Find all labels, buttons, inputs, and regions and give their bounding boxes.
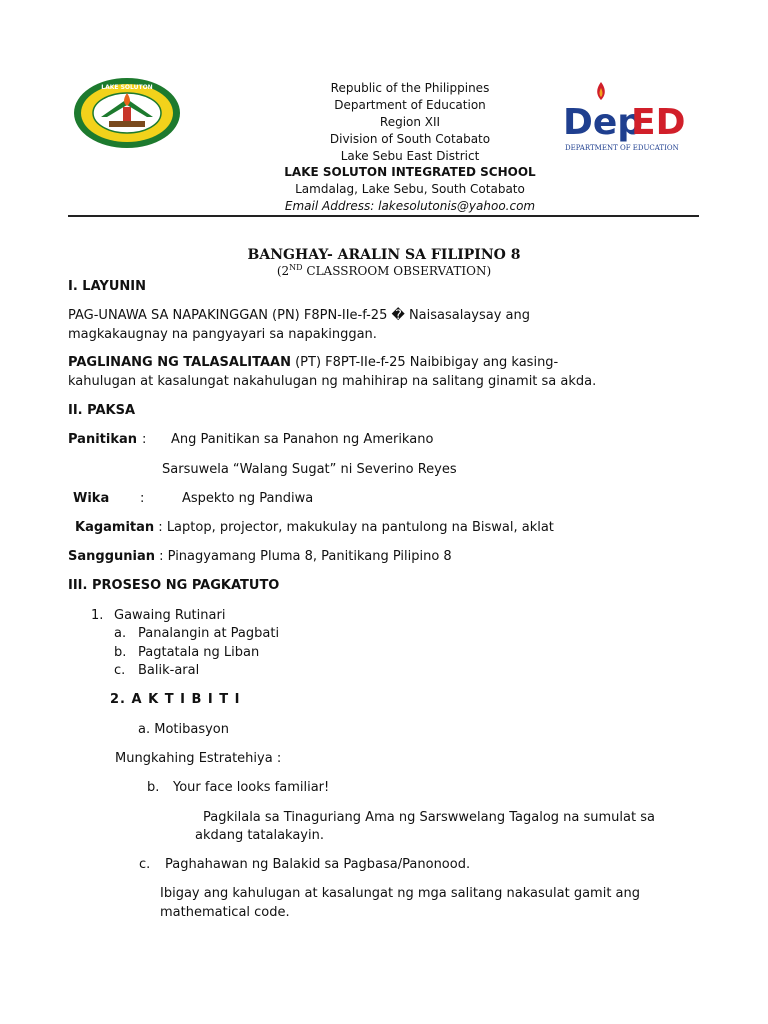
- panitikan-colon: :: [142, 432, 147, 447]
- sub-item-c-text: Balik-aral: [138, 663, 200, 678]
- lesson-plan-title: BANGHAY- ARALIN SA FILIPINO 8: [247, 247, 521, 263]
- list-item-1-number: 1.: [91, 608, 104, 623]
- layunin-pt-label: PAGLINANG NG TALASALITAAN: [68, 355, 291, 370]
- section-paksa-heading: II. PAKSA: [68, 403, 136, 418]
- deped-logo-dep: Dep: [563, 102, 644, 143]
- wika-label: Wika: [73, 491, 110, 506]
- deped-logo-subtext: DEPARTMENT OF EDUCATION: [565, 144, 679, 152]
- layunin-pt-line1: [68, 355, 558, 371]
- layunin-pt-line2: kahulugan at kasalungat nakahulugan ng mahihirap na salitang ginamit sa akda.: [68, 374, 597, 389]
- ibigay-line2: mathematical code.: [160, 905, 290, 920]
- school-seal-logo: [73, 77, 181, 149]
- item-c-text: Paghahawan ng Balakid sa Pagbasa/Panonood.: [165, 857, 471, 872]
- sanggunian-label: Sanggunian: [68, 549, 155, 564]
- header-district: Lake Sebu East District: [340, 149, 480, 163]
- subtitle-superscript: ND: [289, 263, 303, 272]
- deped-logo-ed: ED: [631, 102, 685, 143]
- sanggunian-line: [68, 549, 452, 565]
- sub-item-b-letter: b.: [114, 645, 127, 660]
- subtitle-suffix: CLASSROOM OBSERVATION): [302, 264, 492, 278]
- section-layunin-heading: I. LAYUNIN: [68, 279, 146, 294]
- sub-item-b-text: Pagtatala ng Liban: [138, 645, 260, 660]
- layunin-pn-line2: magkakaugnay na pangyayari sa napakinggan.: [68, 327, 377, 342]
- sub-item-a-text: Panalangin at Pagbati: [138, 626, 280, 641]
- layunin-pn-line1: PAG-UNAWA SA NAPAKINGGAN (PN) F8PN-IIe-f-25 � Naisasalaysay ang: [68, 308, 531, 323]
- item-c-letter: c.: [139, 857, 151, 872]
- pagkilala-line1: Pagkilala sa Tinaguriang Ama ng Sarswwelang Tagalog na sumulat sa: [203, 810, 655, 825]
- mungkahi-line: Mungkahing Estratehiya :: [115, 751, 282, 766]
- header-school-name: LAKE SOLUTON INTEGRATED SCHOOL: [284, 165, 536, 179]
- kagamitan-line: [75, 520, 554, 536]
- list-item-1-text: Gawaing Rutinari: [114, 608, 226, 623]
- subtitle-prefix: (2: [276, 264, 290, 278]
- sanggunian-value: : Pinagyamang Pluma 8, Panitikang Pilipino 8: [155, 549, 452, 564]
- motibasyon-line: a. Motibasyon: [138, 722, 229, 737]
- header-republic: Republic of the Philippines: [330, 81, 490, 95]
- school-logo-text: LAKE SOLUTON: [101, 84, 153, 91]
- header-divider: [68, 215, 699, 217]
- wika-colon: :: [140, 491, 145, 506]
- header-email: Email Address: lakesolutonis@yahoo.com: [284, 199, 536, 213]
- kagamitan-label: Kagamitan: [75, 520, 155, 535]
- pagkilala-line2: akdang tatalakayin.: [195, 828, 324, 843]
- panitikan-value: Ang Panitikan sa Panahon ng Amerikano: [171, 432, 434, 447]
- layunin-pt-rest: (PT) F8PT-IIe-f-25 Naibibigay ang kasing-: [290, 355, 559, 370]
- header-region: Region XII: [379, 115, 441, 129]
- section-proseso-heading: III. PROSESO NG PAGKATUTO: [68, 578, 280, 593]
- sub-item-c-letter: c.: [114, 663, 126, 678]
- header-address: Lamdalag, Lake Sebu, South Cotabato: [295, 182, 525, 196]
- wika-value: Aspekto ng Pandiwa: [182, 491, 314, 506]
- sarsuwela-line: Sarsuwela “Walang Sugat” ni Severino Reyes: [162, 462, 457, 477]
- item-b-letter: b.: [147, 780, 160, 795]
- kagamitan-value: : Laptop, projector, makukulay na pantulong na Biswal, aklat: [154, 520, 554, 535]
- lesson-plan-subtitle: [0, 263, 768, 278]
- panitikan-label: Panitikan: [68, 432, 138, 447]
- header-department: Department of Education: [334, 98, 486, 112]
- ibigay-line1: Ibigay ang kahulugan at kasalungat ng mga salitang nakasulat gamit ang: [160, 886, 641, 901]
- aktibiti-heading: 2. A K T I B I T I: [110, 692, 241, 707]
- header-division: Division of South Cotabato: [329, 132, 491, 146]
- sub-item-a-letter: a.: [114, 626, 127, 641]
- item-b-text: Your face looks familiar!: [173, 780, 330, 795]
